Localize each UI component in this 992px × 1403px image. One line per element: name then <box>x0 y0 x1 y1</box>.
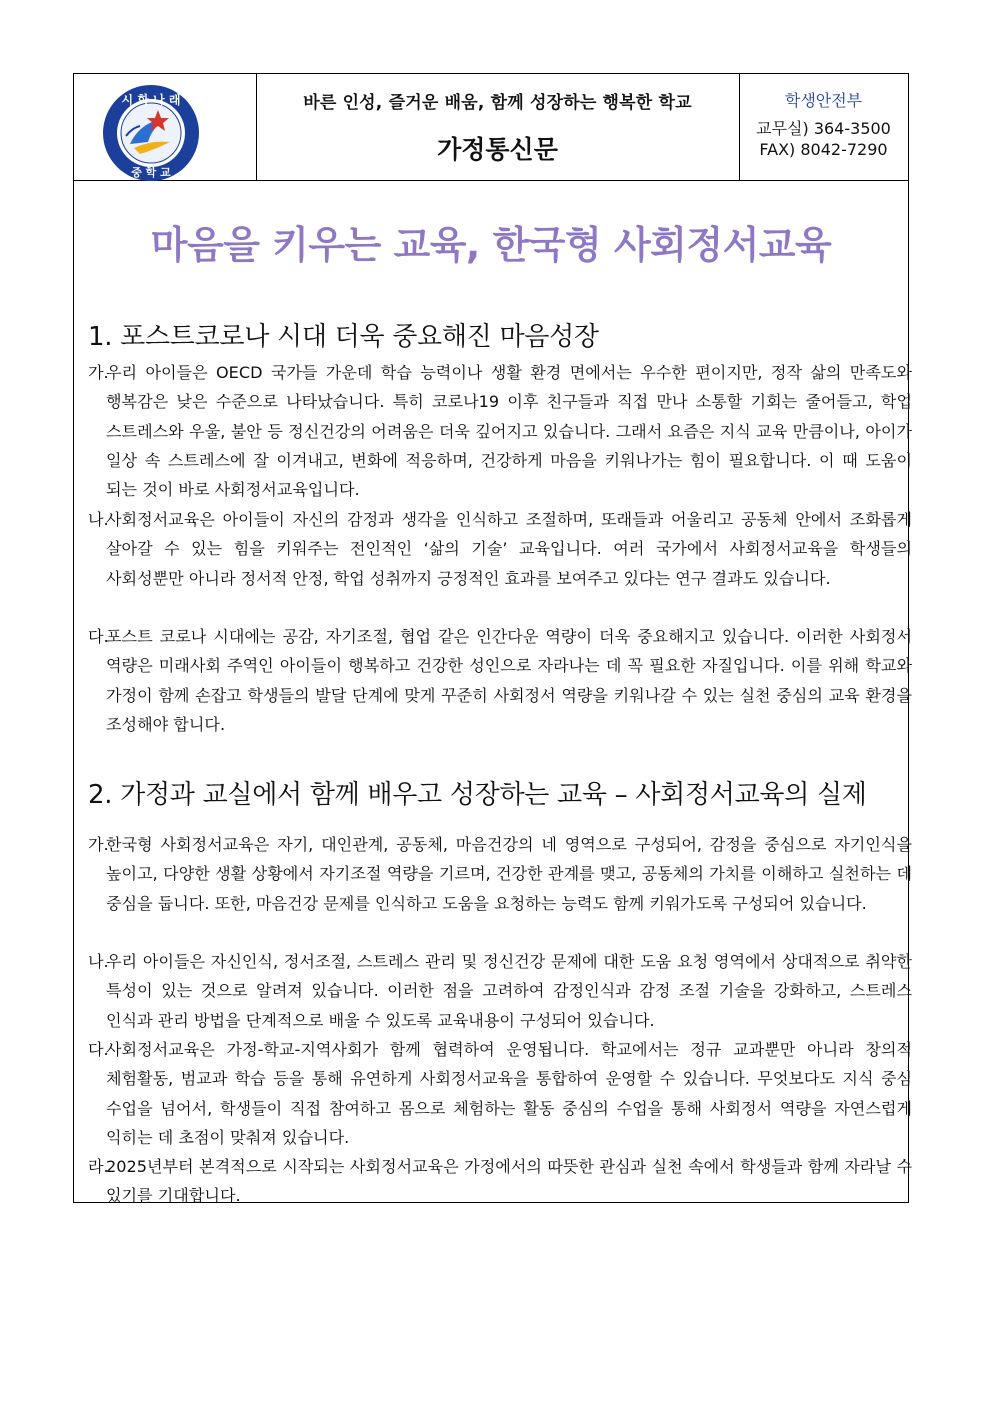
list-marker: 다. <box>88 627 109 646</box>
main-title: 마음을 키우는 교육, 한국형 사회정서교육 <box>150 223 832 267</box>
office-phone: 교무실) 364-3500 <box>756 119 891 138</box>
paragraph <box>88 1035 912 1152</box>
paragraph-text: 포스트 코로나 시대에는 공감, 자기조절, 협업 같은 인간다운 역량이 더욱 중요해지고 있습니다. 이러한 사회정서 역량은 미래사회 주역인 아이들이 행복하고 건강한 성인으로 자라나는 데 꼭 필요한 자질입니다. 이를 위해 학교와 가정이 함께 손잡고 학생들의 발달 단계에 맞게 꾸준히 사회정서 역량을 키워나갈 수 있는 실천 중심의 교육 환경을 조성해야 합니다. <box>106 627 912 734</box>
title-cell <box>256 74 740 180</box>
list-marker: 라. <box>88 1157 109 1176</box>
header-table <box>74 74 908 181</box>
school-motto: 바른 인성, 즐거운 배움, 함께 성장하는 행복한 학교 <box>303 93 692 113</box>
list-marker: 가. <box>88 835 109 854</box>
list-marker: 다. <box>88 1040 109 1059</box>
paragraph-text: 2025년부터 본격적으로 시작되는 사회정서교육은 가정에서의 따뜻한 관심과 실천 속에서 학생들과 함께 자라날 수 있기를 기대합니다. <box>106 1157 912 1206</box>
paragraph <box>88 947 912 1035</box>
fax-number: FAX) 8042-7290 <box>759 140 888 159</box>
paragraph <box>88 1152 912 1211</box>
list-marker: 나. <box>88 510 109 529</box>
logo-cell <box>74 74 257 180</box>
department-cell <box>739 74 908 180</box>
paragraph-text: 사회정서교육은 가정-학교-지역사회가 함께 협력하여 운영됩니다. 학교에서는 정규 교과뿐만 아니라 창의적 체험활동, 범교과 학습 등을 통해 유연하게 사회정서교육을 통합하여 운영할 수 있습니다. 무엇보다도 지식 중심 수업을 넘어서, 학생들이 직접 참여하고 몸으로 체험하는 활동 중심의 수업을 통해 사회정서 역량을 자연스럽게 익히는 데 초점이 맞춰져 있습니다. <box>106 1040 912 1147</box>
list-marker: 가. <box>88 363 109 382</box>
paragraph <box>88 830 912 918</box>
paragraph-text: 우리 아이들은 자신인식, 정서조절, 스트레스 관리 및 정신건강 문제에 대한 도움 요청 영역에서 상대적으로 취약한 특성이 있는 것으로 알려져 있습니다. 이러한 점을 고려하여 감정인식과 감정 조절 기술을 강화하고, 스트레스 인식과 관리 방법을 단계적으로 배울 수 있도록 교육내용이 구성되어 있습니다. <box>106 952 912 1030</box>
paragraph-text: 우리 아이들은 OECD 국가들 가운데 학습 능력이나 생활 환경 면에서는 우수한 편이지만, 정작 삶의 만족도와 행복감은 낮은 수준으로 나타났습니다. 특히 코로나19 이후 친구들과 직접 만나 소통할 기회는 줄어들고, 학업 스트레스와 우울, 불안 등 정신건강의 어려움은 더욱 깊어지고 있습니다. 그래서 요즘은 지식 교육 만큼이나, 아이가 일상 속 스트레스에 잘 이겨내고, 변화에 적응하며, 건강하게 마음을 키워나가는 힘이 필요합니다. 이 때 도움이 되는 것이 바로 사회정서교육입니다. <box>106 363 912 500</box>
school-logo <box>100 82 202 184</box>
svg-text:중 학 교: 중 학 교 <box>131 166 171 179</box>
paragraph <box>88 505 912 593</box>
newsletter-frame <box>73 73 912 1206</box>
section-heading: 2. 가정과 교실에서 함께 배우고 성장하는 교육 – 사회정서교육의 실제 <box>88 780 867 810</box>
paragraph <box>88 358 912 504</box>
svg-text:시 화 나 래: 시 화 나 래 <box>121 93 181 107</box>
paragraph-text: 사회정서교육은 아이들이 자신의 감정과 생각을 인식하고 조절하며, 또래들과 어울리고 공동체 안에서 조화롭게 살아갈 수 있는 힘을 키워주는 전인적인 ‘삶의 기술’ 교육입니다. 여러 국가에서 사회정서교육을 학생들의 사회성뿐만 아니라 정서적 안정, 학업 성취까지 긍정적인 효과를 보여주고 있다는 연구 결과도 있습니다. <box>106 510 912 588</box>
department-name: 학생안전부 <box>784 91 863 110</box>
list-marker: 나. <box>88 952 109 971</box>
document-title: 가정통신문 <box>437 135 558 164</box>
paragraph-text: 한국형 사회정서교육은 자기, 대인관계, 공동체, 마음건강의 네 영역으로 구성되어, 감정을 중심으로 자기인식을 높이고, 다양한 생활 상황에서 자기조절 역량을 기르며, 건강한 관계를 맺고, 공동체의 가치를 이해하고 실천하는 데 중심을 둡니다. 또한, 마음건강 문제를 인식하고 도움을 요청하는 능력도 함께 키워가도록 구성되어 있습니다. <box>106 835 912 913</box>
section-heading: 1. 포스트코로나 시대 더욱 중요해진 마음성장 <box>88 322 599 352</box>
paragraph <box>88 622 912 739</box>
